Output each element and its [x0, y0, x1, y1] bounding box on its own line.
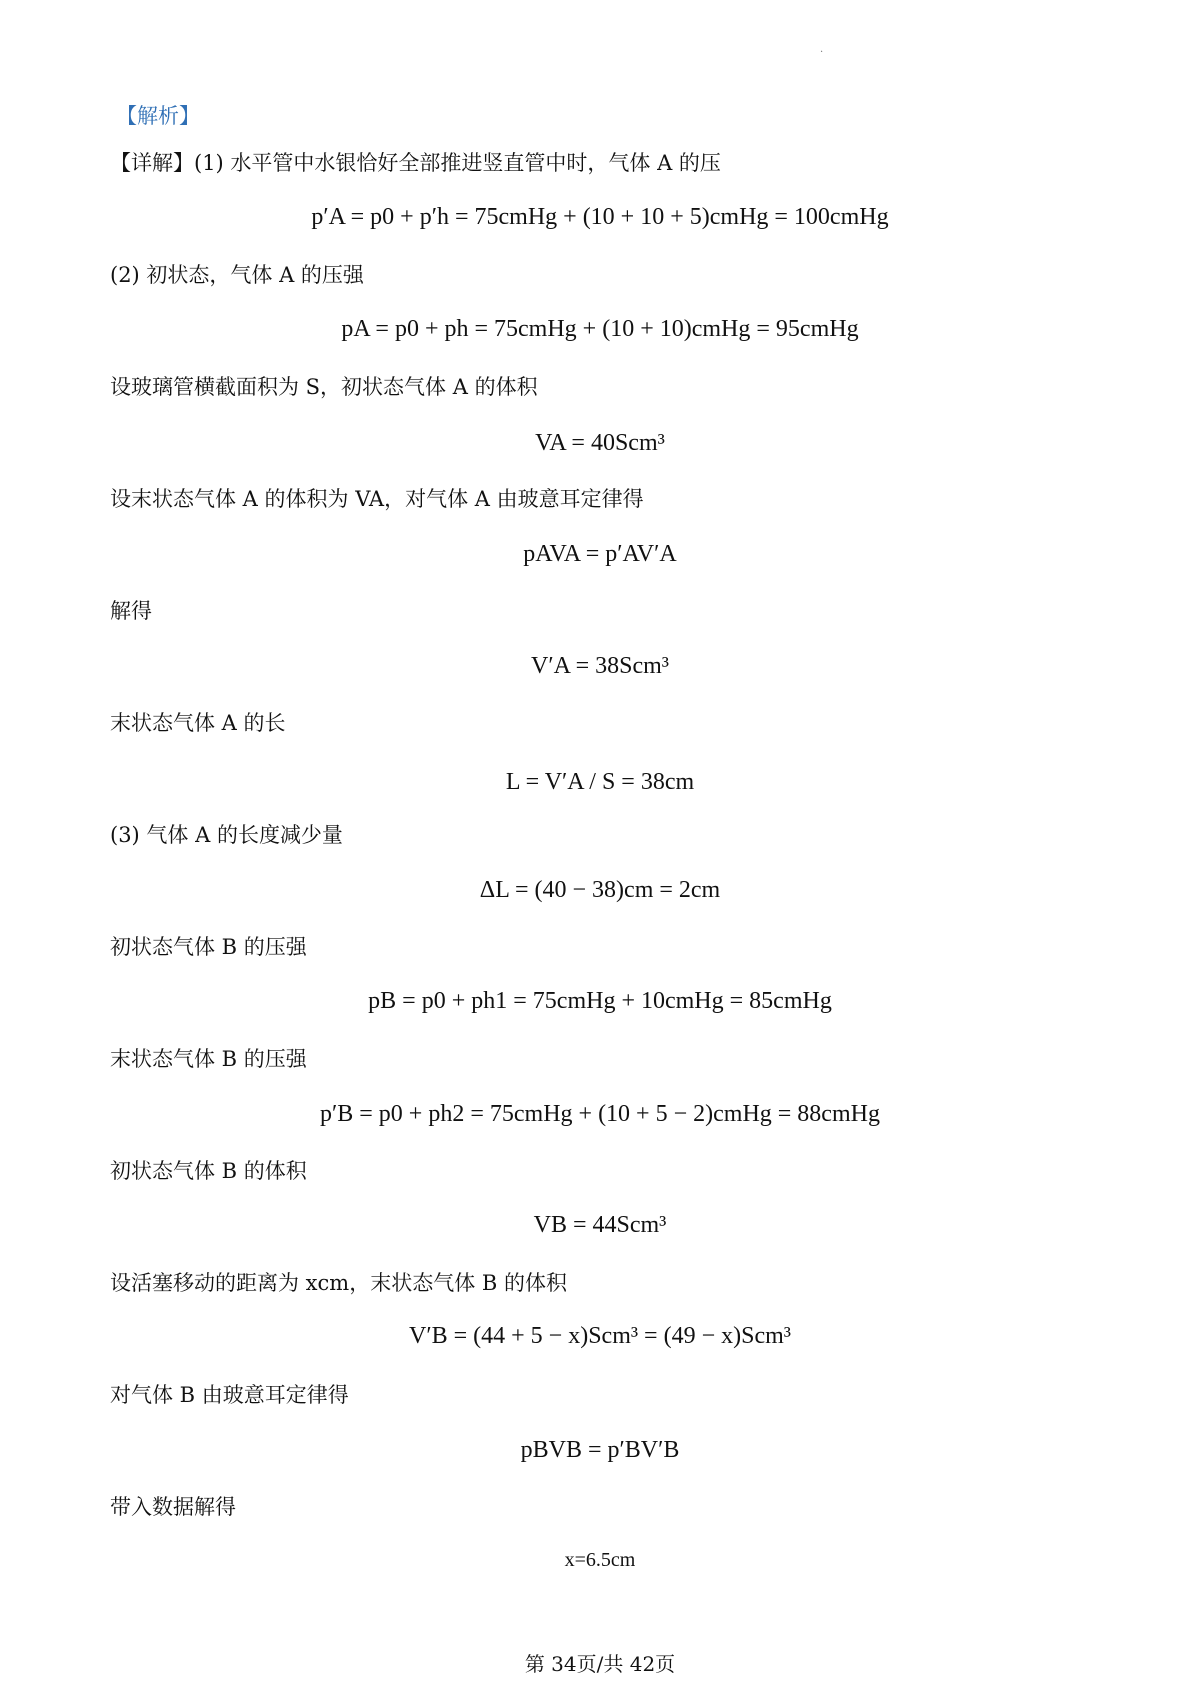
formula-9: p′B = p0 + ph2 = 75cmHg + (10 + 5 − 2)cmHg = 88cmHg — [320, 1101, 880, 1127]
text-line-11: 设活塞移动的距离为 xcm，末状态气体 B 的体积 — [110, 1271, 567, 1295]
section-label: 【解析】 — [116, 104, 200, 128]
formula-6: L = V′A / S = 38cm — [505, 769, 695, 795]
formula-1: p′A = p0 + p′h = 75cmHg + (10 + 10 + 5)cmHg = 100cmHg — [311, 204, 889, 230]
text-line-12: 对气体 B 由玻意耳定律得 — [110, 1383, 349, 1407]
formula-4: pAVA = p′AV′A — [523, 541, 677, 567]
text-line-10: 初状态气体 B 的体积 — [110, 1159, 307, 1183]
formula-2: pA = p0 + ph = 75cmHg + (10 + 10)cmHg = 95cmHg — [341, 316, 859, 342]
text-line-3: 设玻璃管横截面积为 S，初状态气体 A 的体积 — [110, 375, 538, 399]
text-line-7: (3) 气体 A 的长度减少量 — [110, 823, 343, 847]
text-line-13: 带入数据解得 — [110, 1495, 236, 1519]
text-line-4: 设末状态气体 A 的体积为 VA，对气体 A 由玻意耳定律得 — [110, 487, 644, 511]
formula-8: pB = p0 + ph1 = 75cmHg + 10cmHg = 85cmHg — [368, 988, 832, 1014]
page-footer: 第 34页/共 42页 — [524, 1652, 676, 1676]
formula-13: x=6.5cm — [564, 1549, 636, 1571]
text-line-2: (2) 初状态，气体 A 的压强 — [110, 263, 364, 287]
formula-5: V′A = 38Scm³ — [531, 653, 669, 679]
formula-7: ΔL = (40 − 38)cm = 2cm — [479, 877, 721, 903]
text-line-8: 初状态气体 B 的压强 — [110, 935, 307, 959]
text-line-5: 解得 — [110, 599, 152, 623]
text-line-1: 【详解】(1) 水平管中水银恰好全部推进竖直管中时，气体 A 的压 — [110, 151, 721, 175]
text-line-6: 末状态气体 A 的长 — [110, 711, 286, 735]
formula-3: VA = 40Scm³ — [535, 430, 665, 456]
header-mark: . — [820, 44, 824, 55]
formula-12: pBVB = p′BV′B — [520, 1437, 680, 1463]
text-line-9: 末状态气体 B 的压强 — [110, 1047, 307, 1071]
formula-11: V′B = (44 + 5 − x)Scm³ = (49 − x)Scm³ — [409, 1323, 791, 1349]
formula-10: VB = 44Scm³ — [533, 1212, 667, 1238]
